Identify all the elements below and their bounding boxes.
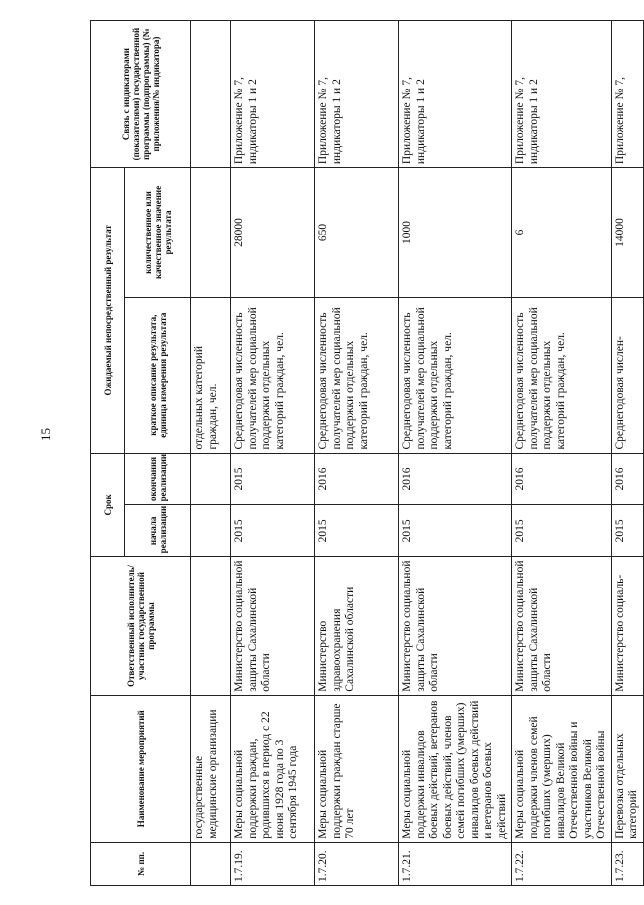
cell-responsible: Министерство здравоохранения Сахалинской области [315,557,399,695]
cell-end: 2016 [512,453,612,505]
cell-value: 1000 [399,168,512,298]
cell-value: 28000 [231,168,315,298]
header-name: Наименование мероприятий [91,695,191,842]
cell-num: 1.7.23. [611,842,643,885]
cell-name: Меры социальной поддержки членов семей погибших (умерших) инвалидов Великой Отечественной войны и участников Великой Отечественной войны [512,695,612,842]
table-row [512,21,612,886]
header-term-start: начала реализации [125,505,191,557]
cell-num [191,842,231,885]
cell-desc: Среднегодовая численность получателей мер социальной поддержки отдельных категорий граждан, чел. [315,297,399,453]
cell-desc: Среднегодовая численность получателей мер социальной поддержки отдельных категорий граждан, чел. [399,297,512,453]
cell-desc: Среднегодовая численность получателей мер социальной поддержки отдельных категорий граждан, чел. [512,297,612,453]
cell-value [191,168,231,298]
cell-link: Приложение № 7, индикаторы 1 и 2 [315,21,399,168]
cell-end: 2016 [399,453,512,505]
header-term-end: окончания реализации [125,453,191,505]
header-result-desc: краткое описание результата, единица измерения результата [125,297,191,453]
cell-end: 2016 [611,453,643,505]
table-row [231,21,315,886]
header-result: Ожидаемый непосредственный результат [91,168,125,453]
header-result-value: количественное или качественное значение результата [125,168,191,298]
cell-start: 2015 [611,505,643,557]
cell-responsible [191,557,231,695]
cell-name: Перевозка отдельных категорий [611,695,643,842]
rotated-page [90,20,639,886]
cell-desc: отдельных категорий граждан, чел. [191,297,231,453]
cell-link: Приложение № 7, индикаторы 1 и 2 [231,21,315,168]
cell-end: 2015 [231,453,315,505]
cell-start: 2015 [231,505,315,557]
cell-end: 2016 [315,453,399,505]
cell-responsible: Министерство социальной защиты Сахалинской области [512,557,612,695]
cell-num: 1.7.19. [231,842,315,885]
header-term: Срок [91,453,125,557]
cell-desc: Среднегодовая числен- [611,297,643,453]
cell-name: Меры социальной поддержки граждан, родившихся в период с 22 июня 1928 года по 3 сентября 1945 года [231,695,315,842]
table-body [191,21,644,886]
table-row [611,21,643,886]
table-row [191,21,231,886]
cell-start [191,505,231,557]
header-responsible: Ответственный исполнитель/участник государственной программы [91,557,191,695]
measures-table [90,20,644,886]
cell-start: 2015 [512,505,612,557]
cell-start: 2015 [399,505,512,557]
cell-num: 1.7.22. [512,842,612,885]
cell-start: 2015 [315,505,399,557]
table-header [91,21,191,886]
cell-value: 14000 [611,168,643,298]
cell-link [191,21,231,168]
cell-value: 6 [512,168,612,298]
header-link: Связь с индикаторами (показателями) государственной программы (подпрограммы) (№ приложения/№ индикатора) [91,21,191,168]
cell-value: 650 [315,168,399,298]
table-row [315,21,399,886]
cell-num: 1.7.21. [399,842,512,885]
cell-desc: Среднегодовая численность получателей мер социальной поддержки отдельных категорий граждан, чел. [231,297,315,453]
cell-name: Меры социальной поддержки граждан старше 70 лет [315,695,399,842]
cell-num: 1.7.20. [315,842,399,885]
cell-link: Приложение № 7, индикаторы 1 и 2 [399,21,512,168]
cell-link: Приложение № 7, индикаторы 1 и 2 [512,21,612,168]
cell-responsible: Министерство социальной защиты Сахалинской области [399,557,512,695]
cell-responsible: Министерство социальной защиты Сахалинской области [231,557,315,695]
header-num: № пп. [91,842,191,885]
cell-name: Меры социальной поддержки инвалидов боевых действий, ветеранов боевых действий, членов семей погибших (умерших) инвалидов боевых действий и ветеранов боевых действий [399,695,512,842]
cell-responsible: Министерство социаль- [611,557,643,695]
table-row [399,21,512,886]
cell-end [191,453,231,505]
page-number: 15 [38,428,53,441]
cell-name: государственные медицинские организации [191,695,231,842]
cell-link: Приложение № 7, [611,21,643,168]
